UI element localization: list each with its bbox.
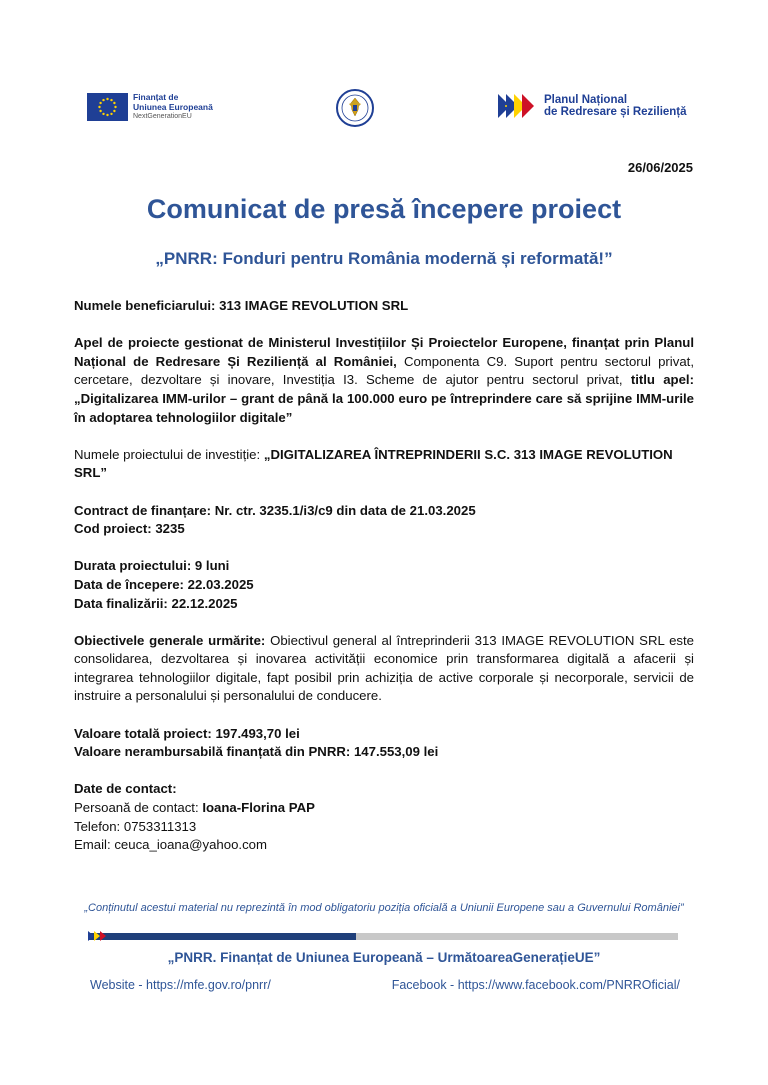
contact-phone-label: Telefon:: [74, 818, 121, 834]
footer-slogan: „PNRR. Finanțat de Uniunea Europeană – UrmătoareaGenerațieUE”: [167, 950, 601, 965]
start-date-value: 22.03.2025: [187, 576, 254, 592]
document-date: 26/06/2025: [627, 160, 693, 175]
project-code-value: 3235: [155, 521, 185, 537]
grant-value-label: Valoare nerambursabilă finanțată din PNRR:: [74, 744, 351, 760]
total-value-amount: 197.493,70 lei: [215, 725, 300, 741]
contract-line: [74, 502, 694, 521]
end-date-label: Data finalizării:: [74, 595, 168, 611]
beneficiary-label: Numele beneficiarului:: [74, 298, 216, 313]
objectives-paragraph: [74, 632, 694, 706]
start-date-line: [74, 576, 694, 595]
contact-heading-text: Date de contact:: [74, 781, 177, 797]
pnrr-logo-line1: Planul Național: [544, 94, 628, 106]
call-title-label: titlu apel:: [630, 372, 694, 388]
duration-line: [74, 557, 694, 576]
objectives-text: Obiectivul general al întreprinderii 313 IMAGE REVOLUTION SRL este consolidarea, dezvoltarea și inovarea activității economice prin transformarea digitală a afacerii și integrarea tehnologiilor digitale, fapt posibil prin achiziția de active corporale și necorporale, servicii de instruire a personalului și personalului de conducere.: [74, 632, 695, 704]
contract-value: Nr. ctr. 3235.1/i3/c9 din data de 21.03.2025: [214, 502, 476, 518]
project-code-label: Cod proiect:: [74, 521, 152, 537]
call-title-value: „Digitalizarea IMM-urilor – grant de până la 100.000 euro pe întreprindere care să sprijine IMM-urile în adoptarea tehnologiilor digitale”: [74, 390, 694, 425]
project-name-line: [74, 446, 694, 483]
pnrr-arrows-icon: [498, 94, 540, 118]
project-name-value: „DIGITALIZAREA ÎNTREPRINDERII S.C. 313 IMAGE REVOLUTION SRL”: [74, 446, 673, 481]
call-normal-text: Componenta C9. Suport pentru sectorul privat, cercetare, dezvoltare și inovare, Investiția I3. Scheme de ajutor pentru sectorul privat,: [74, 353, 694, 388]
contact-phone: 0753311313: [123, 818, 197, 834]
duration-label: Durata proiectului:: [74, 558, 192, 574]
pnrr-logo-line2: de Redresare și Reziliență: [544, 106, 687, 118]
end-date-value: 22.12.2025: [171, 595, 238, 611]
call-bold-text: Apel de proiecte gestionat de Ministerul Investițiilor Și Proiectelor Europene, finanțat prin Planul Național de Redresare Și Reziliență al României,: [74, 335, 694, 369]
beneficiary-line: [74, 297, 694, 316]
duration-value: 9 luni: [194, 558, 230, 574]
website-link[interactable]: Website - https://mfe.gov.ro/pnrr/: [90, 978, 271, 992]
grant-value-line: [74, 743, 694, 762]
header-logos: [0, 88, 768, 128]
document-body: [74, 297, 694, 855]
start-date-label: Data de începere:: [74, 576, 184, 592]
eu-logo-line3: NextGenerationEU: [133, 113, 192, 120]
total-value-line: [74, 725, 694, 744]
grant-value-amount: 147.553,09 lei: [353, 744, 439, 760]
contact-person-line: [74, 799, 694, 818]
contract-label: Contract de finanțare:: [74, 502, 212, 518]
footer-divider-bar: [88, 931, 678, 940]
contact-phone-line: [74, 818, 694, 837]
project-code-line: [74, 520, 694, 539]
page-title: Comunicat de presă începere proiect: [146, 194, 622, 224]
call-paragraph: [74, 334, 694, 427]
contact-person-label: Persoană de contact:: [74, 800, 199, 816]
eu-logo-line1: Finanțat de: [133, 92, 179, 102]
footer-disclaimer: „Conținutul acestui material nu reprezintă în mod obligatoriu poziția oficială a Uniunii Europene sau a Guvernului României”: [84, 902, 684, 914]
end-date-line: [74, 595, 694, 614]
romanian-government-emblem-icon: [335, 88, 375, 128]
eu-funding-logo: [87, 92, 213, 122]
contact-person-name: Ioana-Florina PAP: [202, 800, 315, 816]
contact-email-label: Email:: [74, 837, 111, 853]
eu-flag-icon: [87, 93, 128, 121]
eu-logo-line2: Uniunea Europeană: [133, 102, 213, 112]
contact-heading: [74, 780, 694, 799]
beneficiary-value: 313 IMAGE REVOLUTION SRL: [219, 298, 409, 313]
total-value-label: Valoare totală proiect:: [74, 725, 212, 741]
contact-email-line: [74, 836, 694, 855]
facebook-link[interactable]: Facebook - https://www.facebook.com/PNRROficial/: [391, 978, 680, 992]
page-subtitle: „PNRR: Fonduri pentru România modernă și reformată!”: [155, 249, 613, 268]
contact-email: ceuca_ioana@yahoo.com: [114, 837, 267, 853]
project-name-label: Numele proiectului de investiție:: [74, 446, 261, 462]
objectives-label: Obiectivele generale urmărite:: [74, 632, 266, 648]
pnrr-logo: [498, 94, 687, 118]
footer-arrows-icon: [88, 931, 118, 941]
